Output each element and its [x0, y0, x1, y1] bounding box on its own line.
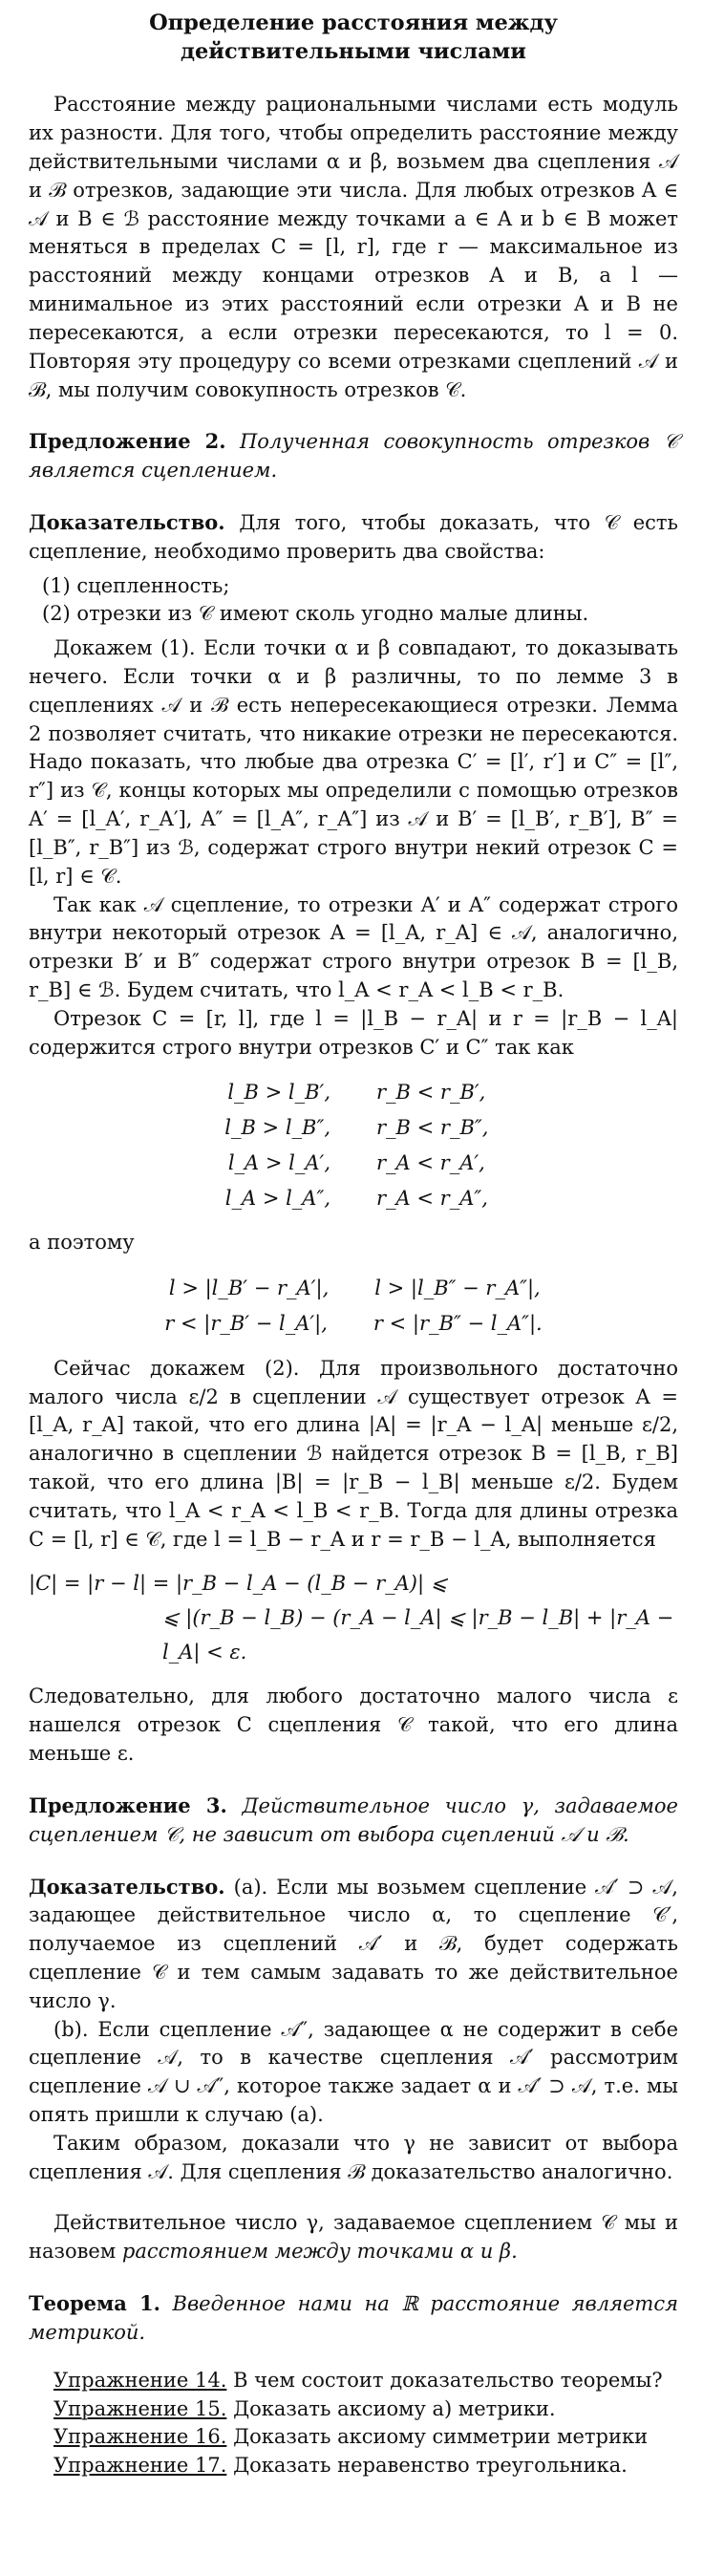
inequalities-block-2	[29, 1271, 678, 1342]
inequalities-block-1	[29, 1075, 678, 1215]
paragraph-prove-1: Докажем (1). Если точки α и β совпадают, то доказывать нечего. Если точки α и β различны, то по лемме 3 в сцеплениях 𝒜 и ℬ есть непересекающиеся отрезки. Лемма 2 позволяет считать, что никакие отрезки не пересекаются. Надо показать, что любые два отрезка C′ = [l′, r′] и C″ = [l″, r″] из 𝒞, концы которых мы определили с помощью отрезков A′ = [l_A′, r_A′], A″ = [l_A″, r_A″] из 𝒜 и B′ = [l_B′, r_B′], B″ = [l_B″, r_B″] из ℬ, содержат строго внутри некий отрезок C = [l, r] ∈ 𝒞.	[29, 636, 678, 888]
proof-3a	[29, 1873, 678, 2016]
inequality-right: r < |r_B″ − l_A″|.	[373, 1311, 543, 1335]
inequality-right: r_A < r_A′,	[376, 1150, 485, 1174]
proposition-3	[29, 1792, 678, 1850]
proof-3-heading: Доказательство.	[29, 1874, 225, 1899]
proof-2-heading: Доказательство.	[29, 509, 225, 534]
properties-list	[29, 572, 678, 630]
property-item-2: (2) отрезки из 𝒞 имеют сколь угодно малые длины.	[42, 602, 589, 626]
inequality-left: l > |l_B′ − r_A′|,	[168, 1277, 330, 1300]
exercise-item	[53, 2452, 678, 2480]
exercise-item	[53, 2367, 678, 2395]
inequality-left: r < |r_B′ − l_A′|,	[164, 1311, 328, 1335]
inequality-row	[29, 1306, 678, 1342]
section-title: Определение расстояния между действительными числами	[149, 11, 558, 64]
exercise-link[interactable]: Упражнение 15.	[53, 2396, 227, 2420]
exercise-link[interactable]: Упражнение 14.	[53, 2368, 227, 2392]
inequality-right: r_A < r_A″,	[376, 1186, 488, 1210]
inequality-row	[29, 1181, 678, 1216]
inequality-left: l_B > l_B′,	[227, 1081, 330, 1105]
proof-2-intro: Для того, чтобы доказать, что 𝒞 есть сцепление, необходимо проверить два свойства:	[29, 510, 678, 563]
exercise-link[interactable]: Упражнение 17.	[53, 2454, 227, 2478]
exercise-text: Доказать аксиому a) метрики.	[233, 2396, 556, 2420]
theorem-1	[29, 2289, 678, 2348]
proposition-2-text: Полученная совокупность отрезков 𝒞 является сцеплением.	[29, 430, 679, 483]
proof-3a-text: (а). Если мы возьмем сцепление 𝒜′ ⊃ 𝒜, задающее действительное число α, то сцепление 𝒞′, получаемое из сцеплений 𝒜′ и ℬ, будет содержать сцепление 𝒞 и тем самым задавать то же действительное число γ.	[29, 1875, 678, 2012]
exercise-text: Доказать аксиому симметрии метрики	[233, 2425, 649, 2449]
exercise-item	[53, 2395, 678, 2424]
proof-2	[29, 508, 678, 567]
exercise-list	[29, 2367, 678, 2480]
exercise-text: В чем состоит доказательство теоремы?	[233, 2368, 663, 2392]
distance-definition	[29, 2209, 678, 2266]
equation-line-1: |C| = |r − l| = |r_B − l_A − (l_B − r_A)| ⩽	[29, 1572, 448, 1596]
exercise-item	[53, 2423, 678, 2452]
exercise-text: Доказать неравенство треугольника.	[233, 2454, 628, 2478]
theorem-1-text: Введенное нами на ℝ расстояние является метрикой.	[29, 2292, 678, 2344]
length-equation	[29, 1567, 678, 1669]
paragraph-segment-c: Отрезок C = [r, l], где l = |l_B − r_A| и r = |r_B − l_A| содержится строго внутри отрезков C′ и C″ так как	[29, 1006, 678, 1059]
distance-definition-term: расстоянием между точками α и β.	[121, 2240, 518, 2264]
property-item-1: (1) сцепленность;	[42, 573, 230, 597]
paragraph-distance-intro: Расстояние между рациональными числами есть модуль их разности. Для того, чтобы определить расстояние между действительными числами α и β, возьмем два сцепления 𝒜 и ℬ отрезков, задающие эти числа. Для любых отрезков A ∈ 𝒜 и B ∈ ℬ расстояние между точками a ∈ A и b ∈ B может меняться в пределах C = [l, r], где r — максимальное из расстояний между концами отрезков A и B, а l — минимальное из этих расстояний если отрезки A и B не пересекаются, а если отрезки пересекаются, то l = 0. Повторяя эту процедуру со всеми отрезками сцеплений 𝒜 и ℬ, мы получим совокупность отрезков 𝒞.	[29, 93, 678, 401]
paragraph-consequence: Следовательно, для любого достаточно малого числа ε нашелся отрезок C сцепления 𝒞 такой, что его длина меньше ε.	[29, 1685, 678, 1766]
inequality-right: r_B < r_B″,	[376, 1116, 489, 1140]
theorem-1-heading: Теорема 1.	[29, 2291, 160, 2316]
inequality-right: r_B < r_B′,	[376, 1081, 486, 1105]
therefore-text: а поэтому	[29, 1231, 135, 1255]
inequality-left: l_A > l_A′,	[227, 1150, 330, 1174]
proposition-2-heading: Предложение 2.	[29, 429, 226, 454]
exercise-link[interactable]: Упражнение 16.	[53, 2425, 227, 2449]
inequality-row	[29, 1075, 678, 1110]
inequality-row	[29, 1110, 678, 1146]
proof-3b: (b). Если сцепление 𝒜″, задающее α не содержит в себе сцепление 𝒜, то в качестве сцепления 𝒜′ рассмотрим сцепление 𝒜 ∪ 𝒜″, которое также задает α и 𝒜′ ⊃ 𝒜, т.е. мы опять пришли к случаю (а).	[29, 2017, 678, 2126]
proposition-3-text: Действительное число γ, задаваемое сцеплением 𝒞, не зависит от выбора сцеплений 𝒜 и ℬ.	[29, 1793, 678, 1846]
paragraph-since-a: Так как 𝒜 сцепление, то отрезки A′ и A″ содержат строго внутри некоторый отрезок A = [l_A, r_A] ∈ 𝒜, аналогично, отрезки B′ и B″ содержат строго внутри отрезок B = [l_B, r_B] ∈ ℬ. Будем считать, что l_A < r_A < l_B < r_B.	[29, 892, 678, 1001]
proof-3-conclusion: Таким образом, доказали что γ не зависит от выбора сцепления 𝒜. Для сцепления ℬ доказательство аналогично.	[29, 2131, 678, 2183]
inequality-left: l_A > l_A″,	[224, 1186, 330, 1210]
proposition-2	[29, 427, 678, 485]
inequality-left: l_B > l_B″,	[224, 1116, 330, 1140]
inequality-row	[29, 1271, 678, 1306]
paragraph-prove-2: Сейчас докажем (2). Для произвольного достаточно малого числа ε/2 в сцеплении 𝒜 существует отрезок A = [l_A, r_A] такой, что его длина |A| = |r_A − l_A| меньше ε/2, аналогично в сцеплении ℬ найдется отрезок B = [l_B, r_B] такой, что его длина |B| = |r_B − l_B| меньше ε/2. Будем считать, что l_A < r_A < l_B < r_B. Тогда для длины отрезка C = [l, r] ∈ 𝒞, где l = l_B − r_A и r = r_B − l_A, выполняется	[29, 1356, 678, 1551]
equation-line-2: ⩽ |(r_B − l_B) − (r_A − l_A| ⩽ |r_B − l_B| + |r_A − l_A| < ε.	[162, 1606, 674, 1664]
distance-definition-text: Действительное число γ, задаваемое сцеплением 𝒞 мы и назовем	[29, 2211, 678, 2264]
inequality-right: l > |l_B″ − r_A″|,	[374, 1277, 541, 1300]
inequality-row	[29, 1146, 678, 1181]
proposition-3-heading: Предложение 3.	[29, 1792, 227, 1817]
